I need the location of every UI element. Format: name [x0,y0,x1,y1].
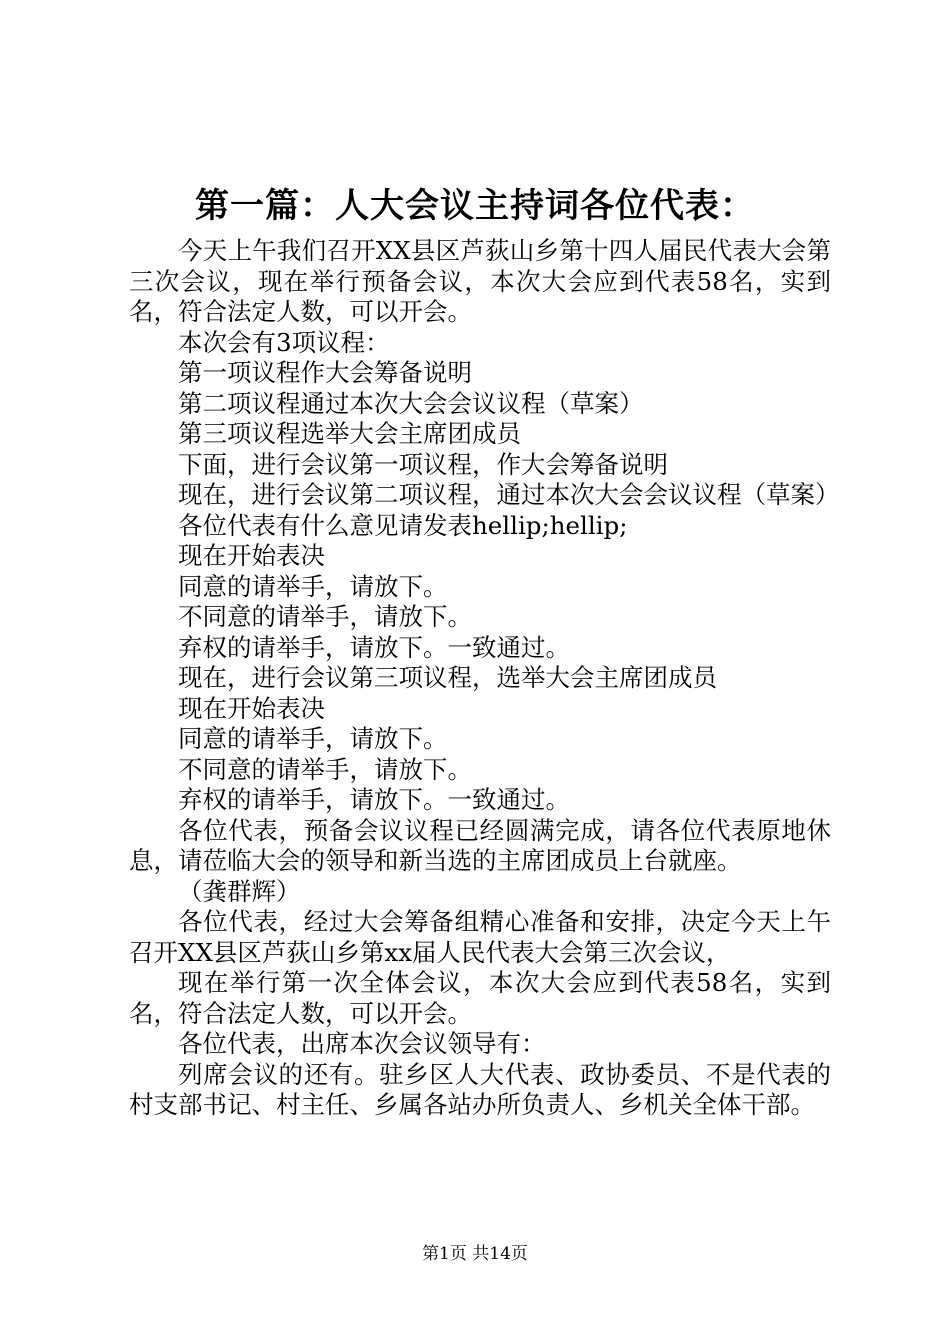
document-body [129,236,840,1121]
paragraph: 列席会议的还有。驻乡区人大代表、政协委员、不是代表的村支部书记、村主任、乡属各站办所负责人、乡机关全体干部。 [129,1059,831,1119]
paragraph: 第二项议程通过本次大会会议议程（草案） [178,388,644,418]
paragraph: 现在举行第一次全体会议，本次大会应到代表58名，实到名，符合法定人数，可以开会。 [129,968,831,1028]
paragraph: 不同意的请举手，请放下。 [178,754,472,784]
paragraph: 本次会有3项议程： [178,327,390,357]
paragraph: 不同意的请举手，请放下。 [178,602,472,631]
paragraph: 各位代表，预备会议议程已经圆满完成，请各位代表原地休息，请莅临大会的领导和新当选的主席团成员上台就座。 [129,815,831,875]
paragraph: 下面，进行会议第一项议程，作大会筹备说明 [178,449,668,479]
paragraph: 同意的请举手，请放下。 [178,571,448,601]
paragraph: 同意的请举手，请放下。 [178,724,448,753]
paragraph: 今天上午我们召开XX县区芦荻山乡第十四人届民代表大会第三次会议，现在举行预备会议，本次大会应到代表58名，实到名，符合法定人数，可以开会。 [129,236,831,326]
paragraph: 现在，进行会议第二项议程，通过本次大会会议议程（草案） [178,480,840,509]
paragraph: 现在，进行会议第三项议程，选举大会主席团成员 [178,663,717,692]
page-footer: 第1页 共14页 [422,1244,528,1264]
paragraph: 第一项议程作大会筹备说明 [178,358,472,387]
paragraph: 第三项议程选举大会主席团成员 [178,419,521,448]
paragraph: 弃权的请举手，请放下。一致通过。 [178,785,570,814]
document-title: 第一篇：人大会议主持词各位代表： [195,186,755,226]
paragraph: 弃权的请举手，请放下。一致通过。 [178,632,570,662]
paragraph: 现在开始表决 [178,693,325,723]
paragraph: 现在开始表决 [178,541,325,570]
paragraph: 各位代表，出席本次会议领导有： [178,1029,546,1058]
paragraph: 各位代表有什么意见请发表hellip;hellip; [178,510,628,540]
paragraph: （龚群辉） [178,876,301,906]
paragraph: 各位代表，经过大会筹备组精心准备和安排，决定今天上午召开XX县区芦荻山乡第xx届人民代表大会第三次会议， [129,907,831,967]
